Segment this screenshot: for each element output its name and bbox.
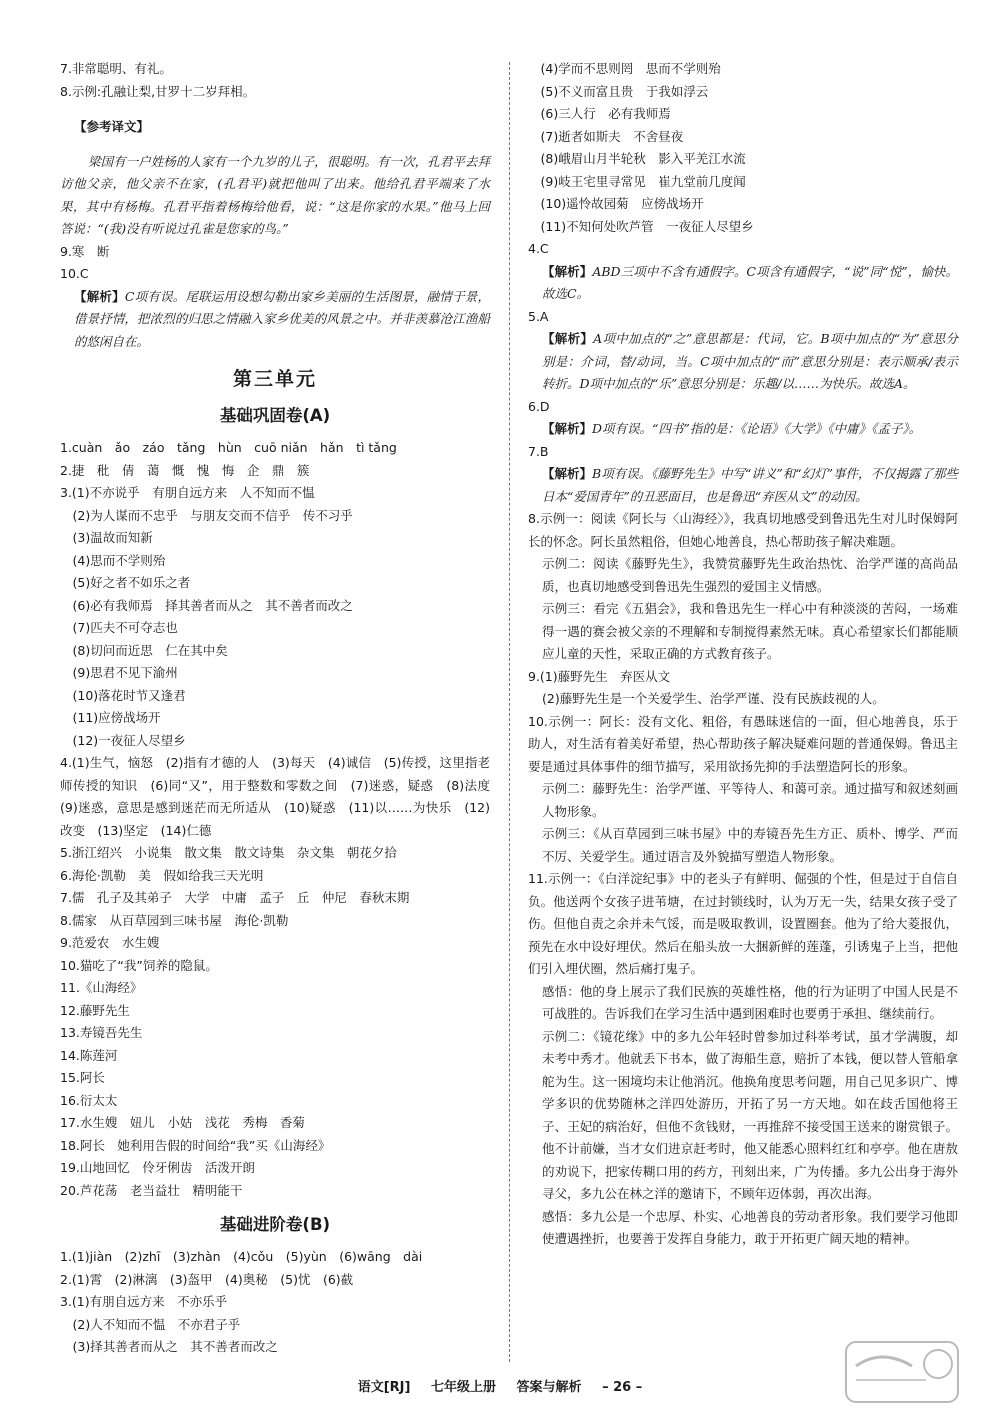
answer-line: (6)三人行 必有我师焉 (528, 106, 671, 121)
answer-line: (7)匹夫不可夺志也 (60, 620, 178, 635)
answer-line: (3)温故而知新 (60, 530, 153, 545)
answer-line: 15.阿长 (60, 1070, 105, 1085)
section-title-b: 基础进阶卷(B) (219, 1215, 331, 1234)
right-column (528, 58, 958, 1251)
answer-line: (6)必有我师焉 择其善者而从之 其不善者而改之 (60, 597, 353, 613)
answer-line: 1.cuàn ǎo záo tǎng hùn cuō niǎn hǎn tì tǎng (60, 440, 397, 455)
footer-grade: 七年级上册 (431, 1380, 497, 1395)
answer-line: 12.藤野先生 (60, 1002, 130, 1018)
page-number: – 26 – (602, 1380, 643, 1395)
answer-paragraph: 示例三：《从百草园到三味书屋》中的寿镜吾先生方正、质朴、博学、严而不厉、关爱学生。通过语言及外貌描写塑造人物形象。 (542, 826, 958, 864)
answer-line: 10.C (60, 266, 89, 281)
answer-line: 5.A (528, 308, 549, 324)
answer-paragraph: 8.示例一：阅读《阿长与〈山海经〉》，我真切地感受到鲁迅先生对儿时保姆阿长的怀念。阿长虽然粗俗，但她心地善良，热心帮助孩子解决难题。 (528, 511, 958, 549)
answer-line: 6.D (528, 398, 550, 414)
analysis-text: D项有误。“四书”指的是：《论语》《大学》《中庸》《孟子》。 (592, 421, 922, 436)
reference-translation-label: 【参考译文】 (74, 118, 150, 134)
answer-paragraph: 感悟：多九公是一个忠厚、朴实、心地善良的劳动者形象。我们要学习他即使遭遇挫折，也要善于发挥自身能力，敢于开拓更广阔天地的精神。 (542, 1208, 958, 1246)
answer-line: 8.示例:孔融让梨,甘罗十二岁拜相。 (60, 83, 256, 99)
answer-line: (9)岐王宅里寻常见 崔九堂前几度闻 (528, 173, 746, 189)
answer-line: (4)思而不学则殆 (60, 552, 166, 568)
answer-line: (11)不知何处吹芦管 一夜征人尽望乡 (528, 218, 754, 234)
footer-subject: 语文[RJ] (357, 1380, 411, 1395)
analysis-label: 【解析】 (542, 466, 593, 481)
footer-section: 答案与解析 (516, 1380, 582, 1395)
answer-line: 9.范爱农 水生嫂 (60, 935, 160, 950)
answer-line: 20.芦花荡 老当益壮 精明能干 (60, 1182, 243, 1198)
answer-line: (10)落花时节又逢君 (60, 687, 186, 703)
answer-paragraph: 10.示例一：阿长：没有文化、粗俗，有愚昧迷信的一面，但心地善良，乐于助人，对生活有着美好希望，热心帮助孩子解决疑难问题的普通保姆。鲁迅主要是通过具体事件的细节描写，采用欲扬先抑的手法塑造阿长的形象。 (528, 713, 958, 774)
answer-line: 5.浙江绍兴 小说集 散文集 散文诗集 杂文集 朝花夕拾 (60, 845, 397, 860)
answer-line: 9.(1)藤野先生 弃医从文 (528, 668, 671, 684)
answer-line: 9.寒 断 (60, 243, 110, 259)
analysis-text: B项有误。《藤野先生》中写“讲义”和“幻灯”事件，不仅揭露了那些日本“爱国青年”的丑恶面目，也是鲁迅“弃医从文”的动因。 (542, 466, 959, 504)
answer-paragraph: 11.示例一：《白洋淀纪事》中的老头子有鲜明、倔强的个性，但是过于自信自负。他送两个女孩子进苇塘，在过封锁线时，认为万无一失，结果女孩子受了伤。但他自责之余并未气馁，而是吸取教训，设置圈套。他为了给大菱报仇，预先在水中设好埋伏。然后在船头放一大捆新鲜的莲蓬，引诱鬼子上当，把他们引入埋伏圈，然后痛打鬼子。 (528, 871, 958, 976)
answer-line: 2.(1)霄 (2)淋漓 (3)盔甲 (4)奥秘 (5)忧 (6)截 (60, 1271, 354, 1287)
answer-line: (3)择其善者而从之 其不善者而改之 (60, 1339, 278, 1354)
section-title-a: 基础巩固卷(A) (219, 406, 331, 425)
answer-line: 1.(1)jiàn (2)zhī (3)zhàn (4)cǒu (5)yùn (6)wāng dài (60, 1249, 423, 1264)
answer-line: (2)人不知而不愠 不亦君子乎 (60, 1316, 241, 1332)
answer-paragraph: 示例二：阅读《藤野先生》，我赞赏藤野先生政治热忱、治学严谨的高尚品质，也真切地感受到鲁迅先生强烈的爱国主义情感。 (542, 556, 958, 594)
analysis-text: ABD三项中不含有通假字。C项含有通假字，“说”同“悦”，愉快。故选C。 (542, 263, 958, 301)
analysis-label: 【解析】 (542, 421, 593, 436)
answer-paragraph: 示例二：《镜花缘》中的多九公年轻时曾参加过科举考试，虽才学满腹，却未考中秀才。他就丢下书本，做了海船生意，赔折了本钱，便以替人管船拿舵为生。这一困境均未让他消沉。他换角度思考问题，用自己见多识广、博学多识的优势随林之洋四处游历，开拓了另一方天地。如在歧舌国他将王子、王妃的病治好，但他不贪钱财，一再推辞不接受国王送来的谢赏银子。他不计前嫌，当才女们进京赶考时，他又能悉心照料红红和亭亭。他在唐敖的劝说下，把家传糊口用的药方，刊刻出来，广为传播。多九公出身于海外寻父，多九公在林之洋的邀请下，不顾年迈体弱，再次出海。 (542, 1028, 958, 1201)
answer-line: 2.捷 秕 倩 蔼 慨 愧 悔 企 鼎 簇 (60, 462, 310, 478)
analysis-label: 【解析】 (74, 288, 125, 304)
answer-line: (10)遥怜故园菊 应傍战场开 (528, 196, 704, 211)
answer-line: 18.阿长 她利用告假的时间给“我”买《山海经》 (60, 1137, 331, 1153)
watermark-icon (842, 1336, 962, 1408)
answer-line: 4.C (528, 241, 549, 256)
answer-line: 11.《山海经》 (60, 980, 143, 995)
answer-paragraph: (2)藤野先生是一个关爱学生、治学严谨、没有民族歧视的人。 (542, 691, 885, 706)
answer-line: 17.水生嫂 妞儿 小姑 浅花 秀梅 香菊 (60, 1115, 305, 1130)
answer-paragraph: 感悟：他的身上展示了我们民族的英雄性格，他的行为证明了中国人民是不可战胜的。告诉我们在学习生活中遇到困难时也要勇于承担、继续前行。 (542, 983, 958, 1021)
reference-translation-text: 梁国有一户姓杨的人家有一个九岁的儿子，很聪明。有一次，孔君平去拜访他父亲，他父亲不在家，(孔君平)就把他叫了出来。他给孔君平端来了水果，其中有杨梅。孔君平指着杨梅给他看，说：“这是你家的水果。”他马上回答说：“(我)没有听说过孔雀是您家的鸟。” (60, 153, 490, 236)
answer-paragraph: 4.(1)生气，恼怒 (2)指有才德的人 (3)每天 (4)诚信 (5)传授，这里指老师传授的知识 (6)同“又”，用于整数和零数之间 (7)迷惑，疑惑 (8)法度 (9)迷惑，意思是感到迷茫而无所适从 (10)疑惑 (11)以……为快乐 (12)改变 (13)坚定 (14)仁德 (60, 755, 503, 838)
answer-line: 19.山地回忆 伶牙俐齿 活泼开朗 (60, 1160, 255, 1175)
answer-line: (4)学而不思则罔 思而不学则殆 (528, 61, 721, 76)
answer-line: (5)好之者不如乐之者 (60, 575, 191, 590)
answer-line: 14.陈莲河 (60, 1047, 118, 1063)
answer-line: 3.(1)有朋自远方来 不亦乐乎 (60, 1294, 228, 1309)
answer-line: 7.非常聪明、有礼。 (60, 61, 172, 76)
analysis-text: A项中加点的“之”意思都是：代词，它。B项中加点的“为”意思分别是：介词，替/动词，当。C项中加点的“而”意思分别是：表示顺承/表示转折。D项中加点的“乐”意思分别是：乐趣/以……为快乐。故选A。 (542, 331, 958, 391)
watermark-logo (842, 1336, 962, 1408)
answer-line: (8)峨眉山月半轮秋 影入平羌江水流 (528, 151, 746, 166)
left-column (60, 58, 503, 1359)
answer-line: 6.海伦·凯勒 美 假如给我三天光明 (60, 867, 264, 883)
answer-line: 3.(1)不亦说乎 有朋自远方来 人不知而不愠 (60, 485, 315, 500)
answer-line: (8)切问而近思 仁在其中矣 (60, 642, 228, 658)
analysis-label: 【解析】 (542, 331, 594, 346)
answer-line: 16.衍太太 (60, 1092, 118, 1108)
analysis-label: 【解析】 (542, 263, 593, 279)
answer-line: 7.儒 孔子及其弟子 大学 中庸 孟子 丘 仲尼 春秋末期 (60, 890, 410, 905)
answer-line: (9)思君不见下渝州 (60, 665, 178, 680)
answer-line: (11)应傍战场开 (60, 710, 161, 725)
answer-line: (12)一夜征人尽望乡 (60, 732, 186, 748)
answer-line: 10.猫吃了“我”饲养的隐鼠。 (60, 957, 218, 973)
answer-line: (5)不义而富且贵 于我如浮云 (528, 83, 709, 99)
answer-line: (2)为人谋而不忠乎 与朋友交而不信乎 传不习乎 (60, 507, 353, 523)
analysis-text: C项有误。尾联运用设想勾勒出家乡美丽的生活图景，融情于景，借景抒情，把浓烈的归思之情融入家乡优美的风景之中。并非羡慕沧江渔船的悠闲自在。 (74, 288, 490, 349)
answer-line: (7)逝者如斯夫 不舍昼夜 (528, 128, 684, 144)
answer-line: 8.儒家 从百草园到三味书屋 海伦·凯勒 (60, 912, 289, 928)
unit-title: 第三单元 (232, 368, 317, 390)
column-divider (509, 62, 510, 1362)
answer-line: 13.寿镜吾先生 (60, 1025, 143, 1040)
answer-paragraph: 示例三：看完《五猖会》，我和鲁迅先生一样心中有种淡淡的苦闷，一场难得一遇的赛会被父亲的不理解和专制搅得素然无味。真心希望家长们都能顺应儿童的天性，采取正确的方式教育孩子。 (542, 601, 958, 661)
answer-line: 7.B (528, 443, 549, 459)
answer-paragraph: 示例二：藤野先生：治学严谨、平等待人、和蔼可亲。通过描写和叙述刻画人物形象。 (542, 781, 958, 819)
